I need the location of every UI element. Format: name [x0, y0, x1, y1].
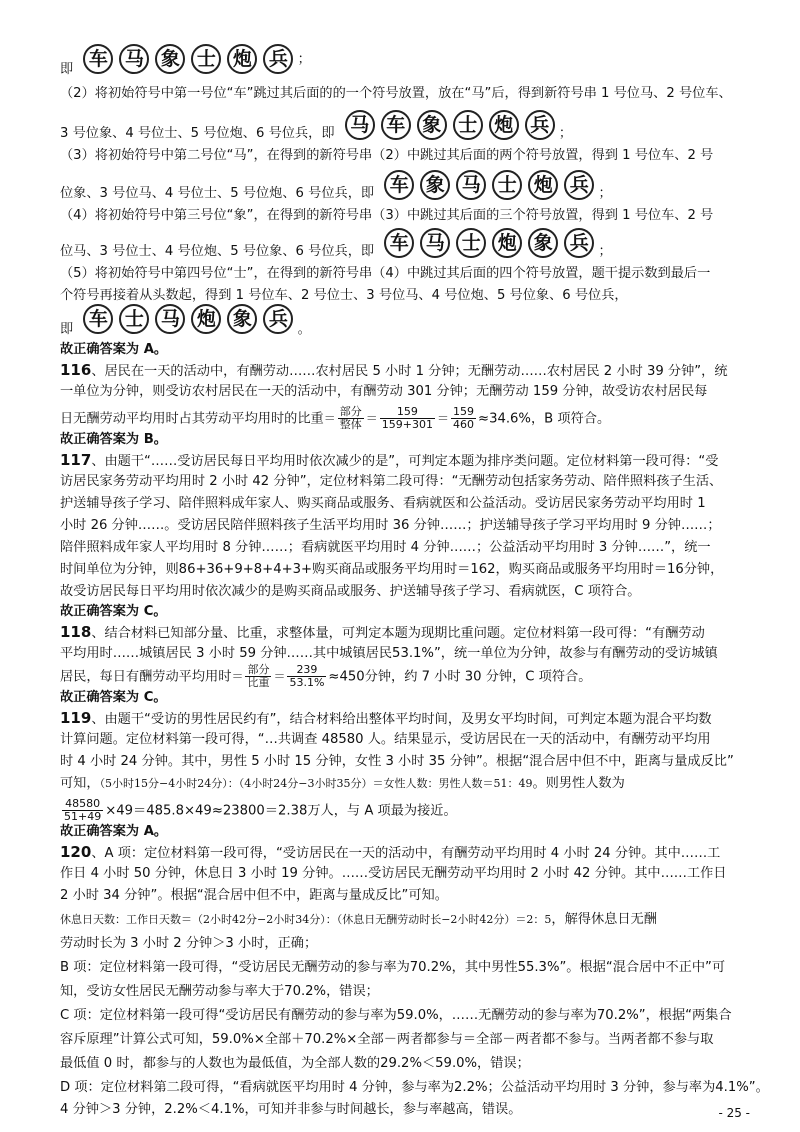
q120-formula: 休息日天数：工作日天数＝（2小时42分−2小时34分）：（休息日无酬劳动时长−2小时42分）＝2：5	[60, 913, 552, 926]
page-number: - 25 -	[718, 1106, 750, 1120]
frac-numerator: 48580	[62, 798, 103, 811]
q117-line-3: 护送辅导孩子学习、陪伴照料成年家人、购买商品或服务、看病就医和公益活动。受访居民家务劳动平均用时 1	[60, 496, 706, 511]
chess-tile: 象	[155, 44, 185, 74]
q119-line-4	[60, 774, 625, 794]
q116-line-2: 一单位为分钟，则受访农村居民在一天的活动中，有酬劳动 301 分钟；无酬劳动 159 分钟，故受访农村居民每	[60, 384, 708, 399]
frac-numerator: 部分	[247, 663, 270, 676]
chess-tile: 士	[456, 228, 486, 258]
chess-tile: 象	[227, 304, 257, 334]
q120-text-d2: ，解得休息日无酬	[551, 912, 657, 927]
fraction-159-460b	[451, 406, 476, 431]
line-l8: （5）将初始符号中第四号位“士”，在得到的新符号串（4）中跳过其后面的四个符号放置，题干提示数到最后一	[60, 266, 711, 281]
q118-text-a: 、结合材料已知部分量、比重，求整体量，可判定本题为现期比重问题。定位材料第一段可得：“有酬劳动	[91, 626, 705, 641]
line-l6: （4）将初始符号中第三号位“象”，在得到的新符号串（3）中跳过其后面的三个符号放置，得到 1 号位车、2 号	[60, 208, 714, 223]
q119-result: ×49＝485.8×49≈23800＝2.38万人，与 A 项最为接近。	[105, 803, 457, 819]
text-l7a: 位马、3 号位士、4 号位炮、5 号位象、6 号位兵，即	[60, 244, 375, 259]
answer-c-2: 故正确答案为 C。	[60, 690, 167, 705]
chess-tile: 车	[83, 44, 113, 74]
q120-line-3: 2 小时 34 分钟”。根据“混合居中但不中，距离与量成反比”可知。	[60, 888, 448, 903]
q117-line-4: 小时 26 分钟……。受访居民陪伴照料孩子生活平均用时 36 分钟……；护送辅导孩子学习平均用时 9 分钟……；	[60, 518, 721, 533]
text-l3a: 3 号位象、4 号位士、5 号位炮、6 号位兵，即	[60, 126, 335, 141]
q119-number: 119	[60, 709, 92, 727]
chess-tile: 车	[384, 228, 414, 258]
q116-text-a: 、居民在一天的活动中，有酬劳动……农村居民 5 小时 1 分钟；无酬劳动……农村居民 2 小时 39 分钟”，统	[91, 364, 728, 379]
q117-number: 117	[60, 451, 92, 469]
chess-tile: 兵	[564, 228, 594, 258]
text-l3b: ；	[558, 126, 573, 141]
chess-tile: 兵	[263, 44, 293, 74]
tile-row-step3	[384, 170, 594, 200]
q119-line-2: 计算问题。定位材料第一段可得，“…共调查 48580 人。结果显示，受访居民在一天的活动中，有酬劳动平均用	[60, 732, 711, 747]
fraction-part-ratio	[245, 664, 271, 689]
answer-b: 故正确答案为 B。	[60, 432, 167, 447]
q116-text-c: 日无酬劳动平均用时占其劳动平均用时的比重	[60, 411, 324, 427]
frac-denominator: 整体	[339, 418, 362, 431]
q118-number: 118	[60, 623, 92, 641]
q118-line-1	[60, 622, 705, 644]
chess-tile: 马	[345, 110, 375, 140]
chess-tile: 兵	[525, 110, 555, 140]
line-l10	[60, 304, 311, 337]
chess-tile: 炮	[528, 170, 558, 200]
answer-c-1: 故正确答案为 C。	[60, 604, 167, 619]
q118-line-3: 居民，每日有酬劳动平均用时＝ $\frac{\text{部分}}{\text{比重}}$ ＝ $\frac{239}{53.1\%}$ ≈450分钟，约 7 小时 30 分钟，C 项符合。	[60, 663, 592, 689]
q116-result: ≈34.6%，B 项符合。	[478, 411, 611, 427]
q120-number: 120	[60, 843, 92, 861]
q119-formula: （5小时15分−4小时24分）：（4小时24分−3小时35分）＝女性人数：男性人数＝51：49	[99, 777, 533, 790]
frac-denominator: 51+49	[64, 810, 102, 823]
chess-tile: 士	[453, 110, 483, 140]
text-l1a: 即	[60, 62, 74, 77]
q117-line-7: 故受访居民每日平均用时依次减少的是购买商品或服务、护送辅导孩子学习、看病就医，C 项符合。	[60, 584, 641, 599]
text-l7b: ；	[598, 244, 612, 259]
chess-tile: 炮	[489, 110, 519, 140]
q117-line-1	[60, 450, 718, 472]
text-l10b: 。	[297, 322, 311, 337]
q120-line-5: 劳动时长为 3 小时 2 分钟＞3 小时，正确；	[60, 936, 318, 951]
chess-tile: 象	[528, 228, 558, 258]
chess-tile: 兵	[564, 170, 594, 200]
q116-number: 116	[60, 361, 92, 379]
q117-line-6: 时间单位为分钟，则86+36+9+8+4+3+购买商品或服务平均用时＝162，购买商品或服务平均用时＝16分钟，	[60, 562, 724, 577]
chess-tile: 兵	[263, 304, 293, 334]
text-l1b: ；	[297, 52, 311, 67]
frac-denominator: 比重	[247, 676, 270, 689]
answer-a-2: 故正确答案为 A。	[60, 824, 168, 839]
tile-row-initial	[83, 44, 293, 74]
q120-line-4	[60, 910, 657, 930]
line-l4: （3）将初始符号中第二号位“马”，在得到的新符号串（2）中跳过其后面的两个符号放置，得到 1 号位车、2 号	[60, 148, 714, 163]
text-l5b: ；	[598, 186, 612, 201]
q119-line-3: 时 4 小时 24 分钟。其中，男性 5 小时 15 分钟，女性 3 小时 35 分钟”。根据“混合居中但不中，距离与量成反比”	[60, 754, 734, 769]
q119-text-d3: 。则男性人数为	[532, 776, 625, 791]
chess-tile: 马	[119, 44, 149, 74]
q120-line-10: 最低值 0 时，都参与的人数也为最低值，为全部人数的29.2%＜59.0%，错误；	[60, 1056, 530, 1071]
q119-line-5	[60, 798, 457, 823]
chess-tile: 士	[191, 44, 221, 74]
chess-tile: 马	[456, 170, 486, 200]
chess-tile: 炮	[227, 44, 257, 74]
q118-text-c: 居民，每日有酬劳动平均用时	[60, 669, 232, 685]
fraction-48580	[62, 798, 103, 823]
chess-tile: 马	[420, 228, 450, 258]
chess-tile: 象	[420, 170, 450, 200]
line-l7	[60, 228, 612, 258]
chess-tile: 士	[119, 304, 149, 334]
q120-line-1	[60, 842, 720, 864]
tile-row-step4	[384, 228, 594, 258]
chess-tile: 车	[384, 170, 414, 200]
chess-tile: 车	[83, 304, 113, 334]
line-l2: （2）将初始符号中第一号位“车”跳过其后面的的一个符号放置，放在“马”后，得到新符号串 1 号位马、2 号位车、	[60, 86, 732, 101]
q116-line-3: 日无酬劳动平均用时占其劳动平均用时的比重＝ $\frac{\text{部分}}{\text{整体}}$ ＝ $\frac{159}{159+301}$ ＝ $\frac{159}{460}$ ≈34.6%，B 项符合。	[60, 405, 611, 431]
frac-denominator: 159+301	[381, 418, 433, 431]
tile-row-step5	[83, 304, 293, 334]
q117-line-2: 访居民家务劳动平均用时 2 小时 42 分钟”，定位材料第二段可得：“无酬劳动包括家务劳动、陪伴照料孩子生活、	[60, 474, 723, 489]
q116-line-1	[60, 360, 728, 382]
chess-tile: 车	[381, 110, 411, 140]
text-l10a: 即	[60, 322, 74, 337]
chess-tile: 炮	[191, 304, 221, 334]
frac-numerator: 159	[380, 406, 435, 419]
line-l9: 个符号再接着从头数起，得到 1 号位车、2 号位士、3 号位马、4 号位炮、5 号位象、6 号位兵，	[60, 288, 628, 303]
fraction-239	[287, 664, 326, 689]
text-l5a: 位象、3 号位马、4 号位士、5 号位炮、6 号位兵，即	[60, 186, 375, 201]
chess-tile: 炮	[492, 228, 522, 258]
chess-tile: 象	[417, 110, 447, 140]
tile-row-step2	[345, 110, 555, 140]
q117-text-a: 、由题干“……受访居民每日平均用时依次减少的是”，可判定本题为排序类问题。定位材料第一段可得：“受	[91, 454, 719, 469]
line-l5	[60, 170, 612, 200]
q118-result: ≈450分钟，约 7 小时 30 分钟，C 项符合。	[328, 669, 592, 685]
q120-line-7: 知，受访女性居民无酬劳动参与率大于70.2%，错误；	[60, 984, 379, 999]
line-l3	[60, 110, 572, 140]
q120-line-11: D 项：定位材料第二段可得，“看病就医平均用时 4 分钟，参与率为2.2%；公益活动平均用时 3 分钟，参与率为4.1%”。	[60, 1080, 769, 1095]
line-l1	[60, 44, 311, 77]
q119-text-a: 、由题干“受访的男性居民约有”，结合材料给出整体平均时间，及男女平均时间，可判定本题为混合平均数	[91, 712, 712, 727]
answer-a-1: 故正确答案为 A。	[60, 342, 168, 357]
chess-tile: 士	[492, 170, 522, 200]
q119-text-d1: 可知，	[60, 776, 100, 791]
frac-denominator: 460	[453, 418, 475, 431]
frac-denominator: 53.1%	[289, 676, 325, 689]
q117-line-5: 陪伴照料成年家人平均用时 8 分钟……；看病就医平均用时 4 分钟……；公益活动平均用时 3 分钟……”，统一	[60, 540, 711, 555]
q118-line-2: 平均用时……城镇居民 3 小时 59 分钟……其中城镇居民53.1%”，统一单位为分钟，故参与有酬劳动的受访城镇	[60, 646, 718, 661]
fraction-part-whole	[338, 406, 364, 431]
frac-numerator: 部分	[339, 405, 362, 418]
frac-numerator: 239	[287, 664, 326, 677]
fraction-159-460a	[380, 406, 435, 431]
q120-line-2: 作日 4 小时 50 分钟，休息日 3 小时 19 分钟。……受访居民无酬劳动平均用时 2 小时 42 分钟。其中……工作日	[60, 866, 727, 881]
q120-line-8: C 项：定位材料第一段可得“受访居民有酬劳动的参与率为59.0%，……无酬劳动的参与率为70.2%”，根据“两集合	[60, 1008, 732, 1023]
q119-line-1	[60, 708, 712, 730]
frac-numerator: 159	[453, 405, 475, 418]
q120-text-a: 、A 项：定位材料第一段可得，“受访居民在一天的活动中，有酬劳动平均用时 4 小时 24 分钟。其中……工	[91, 846, 721, 861]
q120-line-6: B 项：定位材料第一段可得，“受访居民无酬劳动的参与率为70.2%，其中男性55.3%”。根据“混合居中不正中”可	[60, 960, 726, 975]
q120-line-9: 容斥原理”计算公式可知，59.0%×全部＋70.2%×全部－两者都参与＝全部－两者都不参与。当两者都不参与取	[60, 1032, 714, 1047]
q120-line-12: 4 分钟＞3 分钟，2.2%＜4.1%，可知并非参与时间越长，参与率越高，错误。	[60, 1102, 522, 1117]
chess-tile: 马	[155, 304, 185, 334]
